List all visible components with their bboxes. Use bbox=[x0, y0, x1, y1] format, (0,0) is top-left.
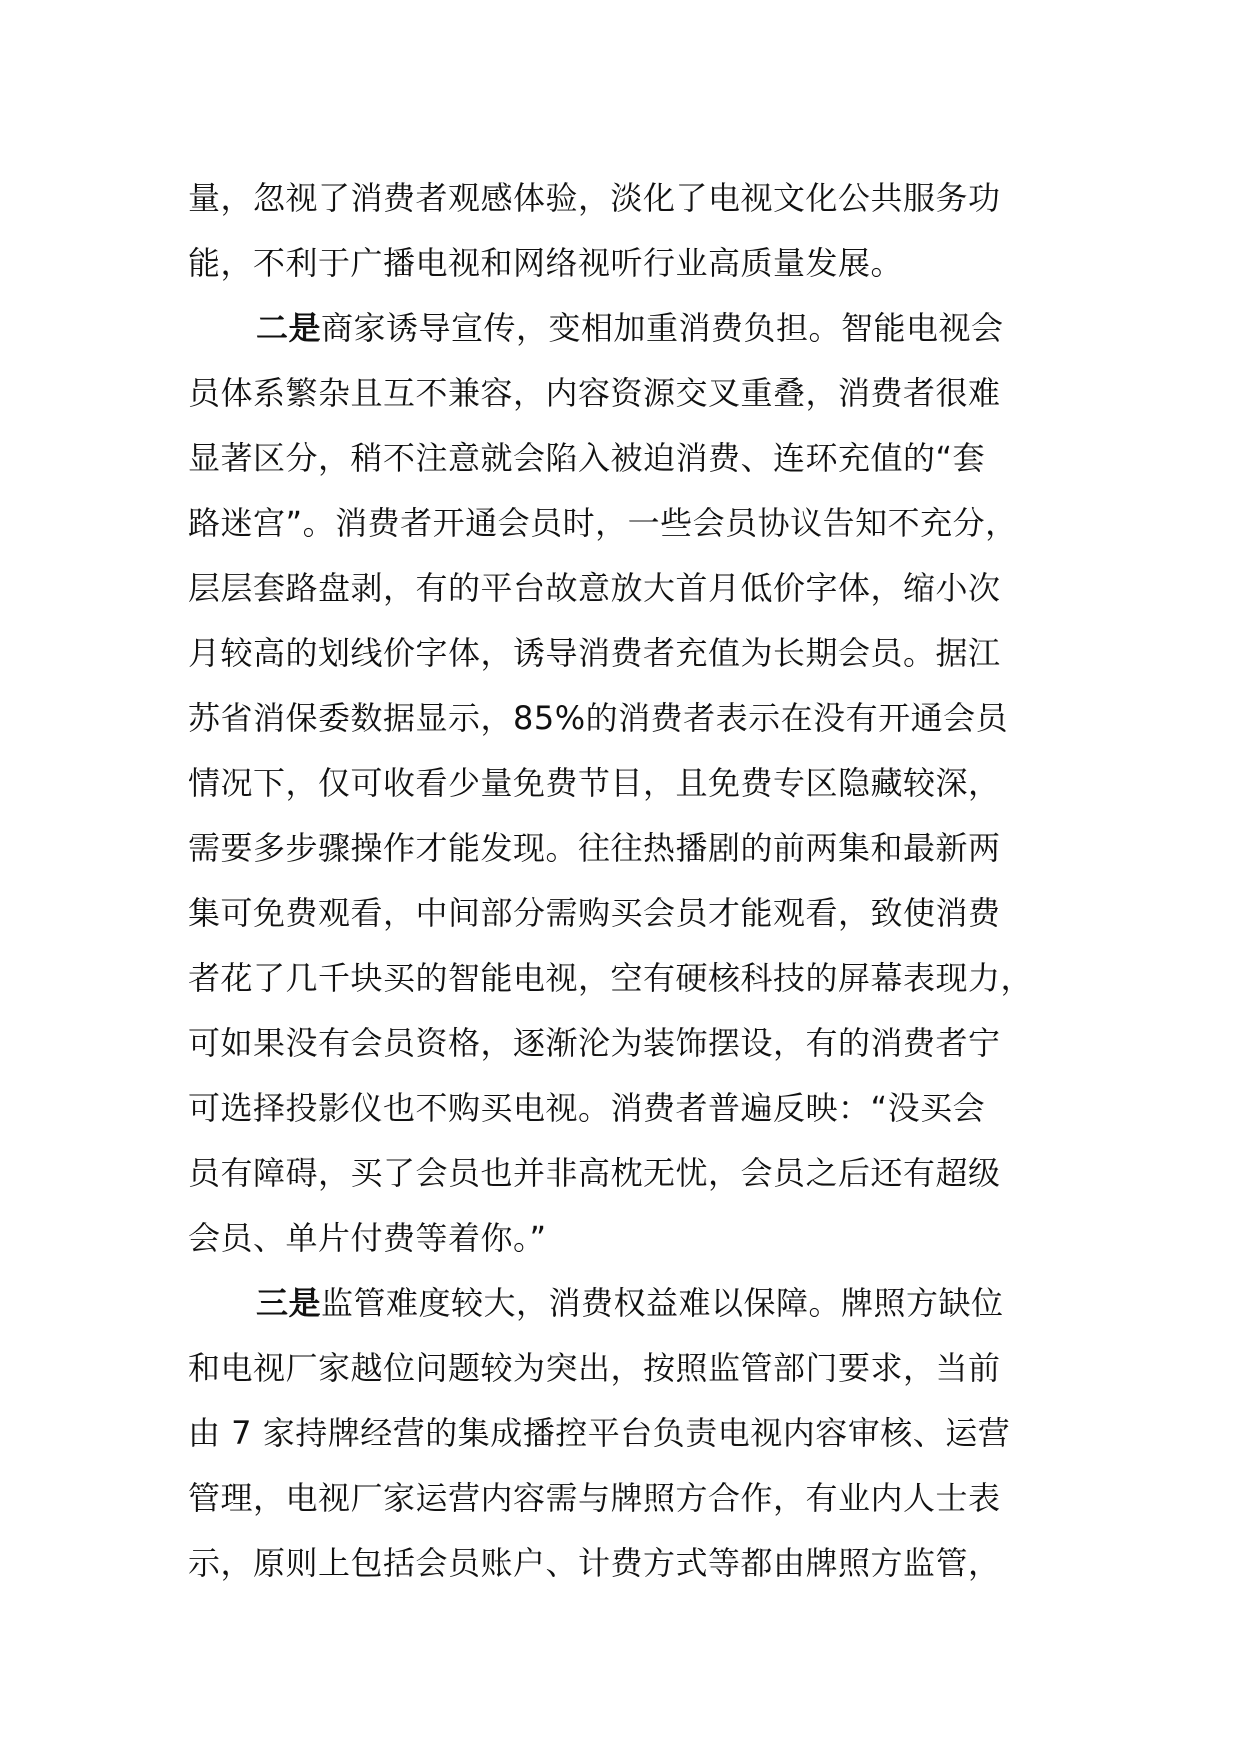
text-line: 会员、单片付费等着你。” bbox=[188, 1219, 547, 1257]
text-line bbox=[188, 1271, 1068, 1336]
text-line: 员体系繁杂且互不兼容，内容资源交叉重叠，消费者很难 bbox=[188, 374, 1001, 412]
text-line: 集可免费观看，中间部分需购买会员才能观看，致使消费 bbox=[188, 894, 1001, 932]
text-line: 由 7 家持牌经营的集成播控平台负责电视内容审核、运营 bbox=[188, 1414, 1011, 1452]
text-line: 路迷宫”。消费者开通会员时，一些会员协议告知不充分， bbox=[188, 504, 1018, 542]
text-line: 者花了几千块买的智能电视，空有硬核科技的屏幕表现力， bbox=[188, 959, 1034, 997]
text-line: 显著区分，稍不注意就会陷入被迫消费、连环充值的“套 bbox=[188, 439, 986, 477]
text-line: 层层套路盘剥，有的平台故意放大首月低价字体，缩小次 bbox=[188, 569, 1001, 607]
text-line: 和电视厂家越位问题较为突出，按照监管部门要求，当前 bbox=[188, 1349, 1001, 1387]
text-line: 管理，电视厂家运营内容需与牌照方合作，有业内人士表 bbox=[188, 1479, 1001, 1517]
paragraph-lead: 三是 bbox=[256, 1284, 322, 1322]
text-line: 可如果没有会员资格，逐渐沦为装饰摆设，有的消费者宁 bbox=[188, 1024, 1001, 1062]
text-line-body: 商家诱导宣传，变相加重消费负担。智能电视会 bbox=[321, 309, 1004, 347]
text-line: 可选择投影仪也不购买电视。消费者普遍反映：“没买会 bbox=[188, 1089, 986, 1127]
text-line: 需要多步骤操作才能发现。往往热播剧的前两集和最新两 bbox=[188, 829, 1001, 867]
text-line: 员有障碍，买了会员也并非高枕无忧，会员之后还有超级 bbox=[188, 1154, 1001, 1192]
paragraph-lead: 二是 bbox=[256, 309, 322, 347]
text-line: 苏省消保委数据显示，85%的消费者表示在没有开通会员 bbox=[188, 699, 1009, 737]
text-line: 示，原则上包括会员账户、计费方式等都由牌照方监管， bbox=[188, 1544, 1001, 1582]
text-line: 情况下，仅可收看少量免费节目，且免费专区隐藏较深， bbox=[188, 764, 1001, 802]
body-text bbox=[188, 166, 1068, 1596]
paragraph-2 bbox=[188, 296, 1068, 1271]
text-line: 能，不利于广播电视和网络视听行业高质量发展。 bbox=[188, 244, 904, 282]
paragraph-3 bbox=[188, 1271, 1068, 1596]
text-line-body: 监管难度较大，消费权益难以保障。牌照方缺位 bbox=[321, 1284, 1004, 1322]
text-line: 量，忽视了消费者观感体验，淡化了电视文化公共服务功 bbox=[188, 179, 1001, 217]
text-line: 月较高的划线价字体，诱导消费者充值为长期会员。据江 bbox=[188, 634, 1001, 672]
text-line bbox=[188, 296, 1068, 361]
paragraph-1 bbox=[188, 166, 1068, 296]
